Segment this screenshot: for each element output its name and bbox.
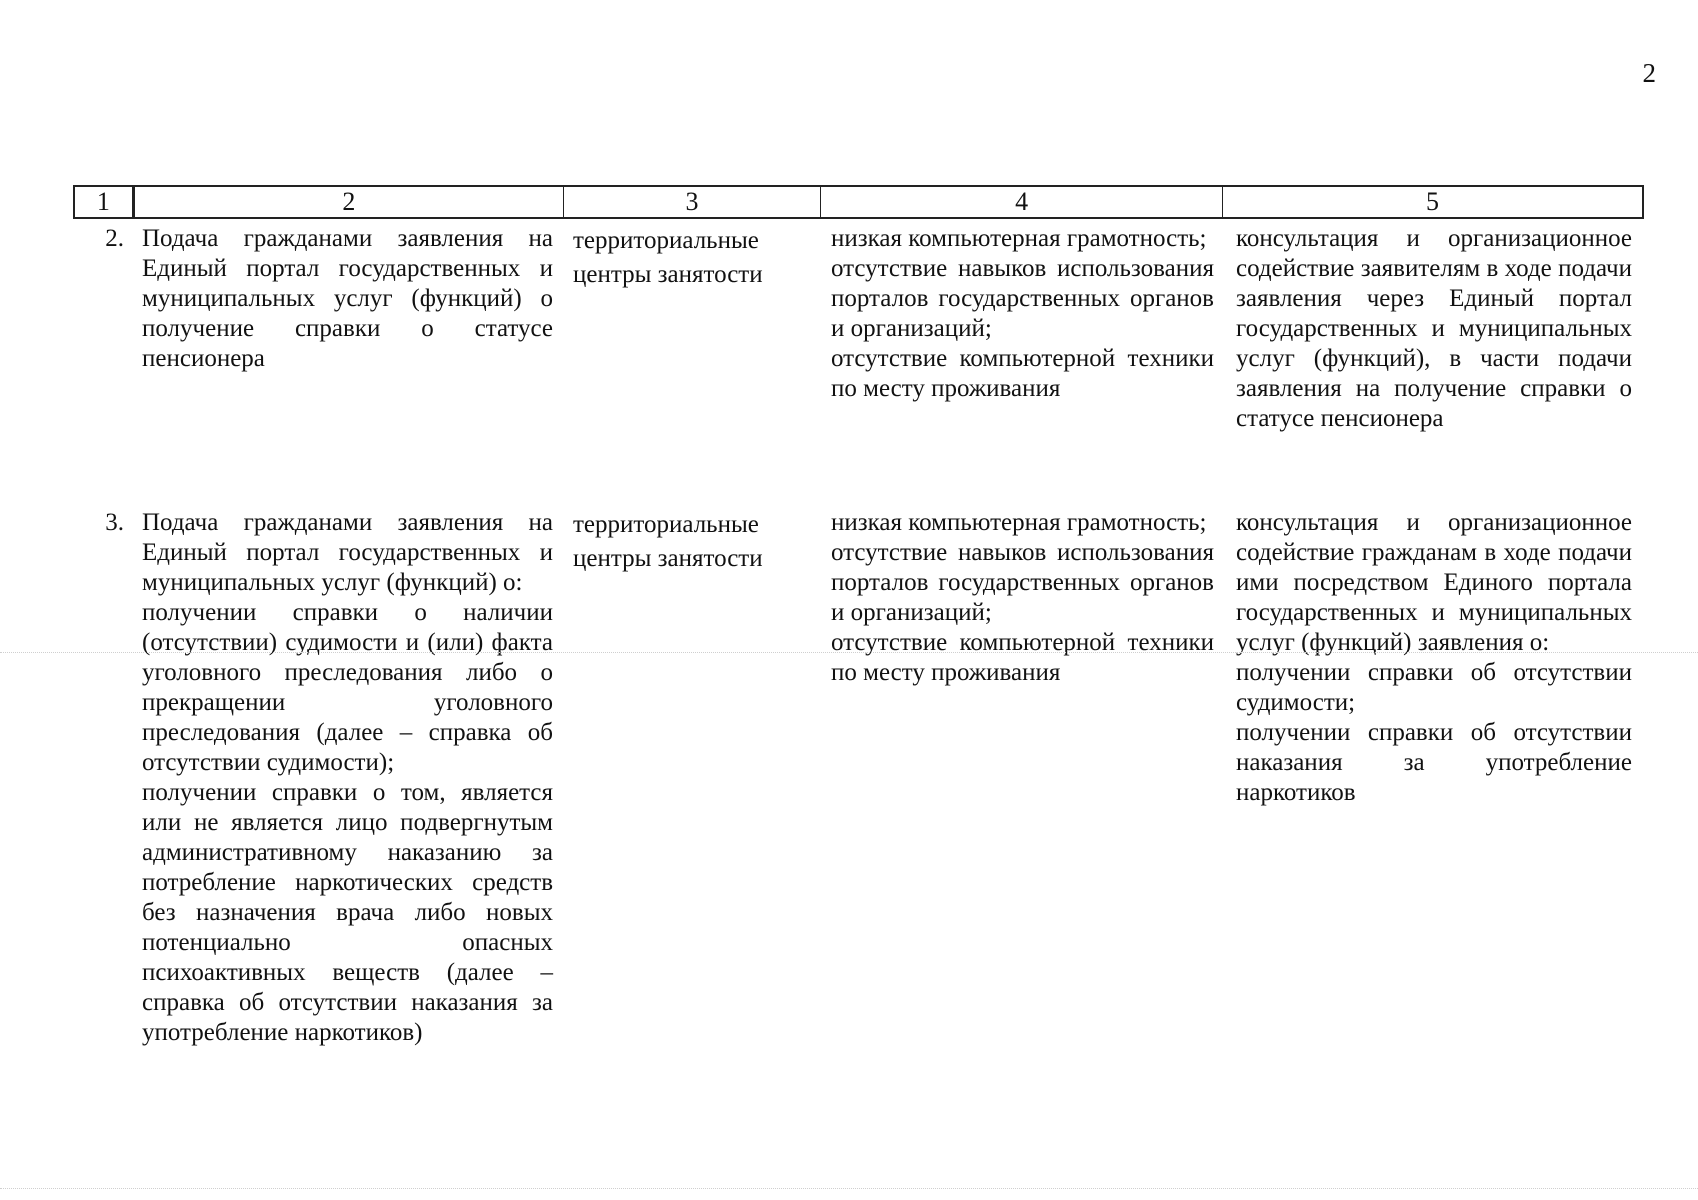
barriers: [821, 508, 1224, 1048]
assistance-form: [1224, 508, 1644, 1048]
table-row: [73, 508, 1644, 1048]
scan-artifact-line: [0, 652, 1698, 653]
measure-description: [133, 224, 563, 434]
header-cell-3: 3: [564, 187, 821, 217]
executor-text: территориальные центры занятости: [573, 511, 763, 572]
barrier-item: отсутствие компьютерной техники по месту проживания: [831, 629, 1214, 686]
measure-text: получении справки о том, является или не является лицо подвергнутым административному наказанию за потребление наркотических средств без назначения врача либо новых потенциально опасных психоактивных веществ (далее – справка об отсутствии наказания за употребление наркотиков): [142, 779, 553, 1046]
header-cell-1: 1: [75, 187, 135, 217]
header-cell-5: 5: [1426, 187, 1440, 216]
responsible-executor: [563, 224, 821, 434]
assistance-form: [1224, 224, 1644, 434]
assistance-text: консультация и организационное содействие гражданам в ходе подачи ими посредством Единого портала государственных и муниципальных услуг (функций) заявления о:: [1236, 509, 1632, 656]
page-number: 2: [1642, 58, 1656, 88]
measure-description: [133, 508, 563, 1048]
measure-text: Подача гражданами заявления на Единый портал государственных и муниципальных услуг (функций) о получение справки о статусе пенсионера: [142, 225, 553, 372]
header-cell-2: 2: [135, 187, 564, 217]
assistance-text: получении справки об отсутствии судимости;: [1236, 659, 1632, 716]
row-number: 2.: [105, 225, 124, 252]
assistance-text: консультация и организационное содействие заявителям в ходе подачи заявления через Единый портал государственных и муниципальных услуг (функций), в части подачи заявления на получение справки о статусе пенсионера: [1236, 225, 1632, 432]
row-number: 3.: [105, 509, 124, 536]
responsible-executor: [563, 508, 821, 1048]
barrier-item: низкая компьютерная грамотность;: [831, 509, 1207, 536]
measure-text: получении справки о наличии (отсутствии) судимости и (или) факта уголовного преследования либо о прекращении уголовного преследования (далее – справка об отсутствии судимости);: [142, 599, 553, 776]
header-cell-4: 4: [821, 187, 1223, 217]
barrier-item: отсутствие навыков использования порталов государственных органов и организаций;: [831, 539, 1214, 626]
table-row: [73, 224, 1644, 434]
barrier-item: отсутствие навыков использования порталов государственных органов и организаций;: [831, 255, 1214, 342]
assistance-text: получении справки об отсутствии наказания за употребление наркотиков: [1236, 719, 1632, 806]
barrier-item: отсутствие компьютерной техники по месту проживания: [831, 345, 1214, 402]
table-header: [73, 185, 1644, 219]
executor-text: территориальные центры занятости: [573, 227, 763, 288]
barrier-item: низкая компьютерная грамотность;: [831, 225, 1207, 252]
scan-artifact-line: [0, 1188, 1698, 1189]
measure-text: Подача гражданами заявления на Единый портал государственных и муниципальных услуг (функций) о:: [142, 509, 553, 596]
barriers: [821, 224, 1224, 434]
